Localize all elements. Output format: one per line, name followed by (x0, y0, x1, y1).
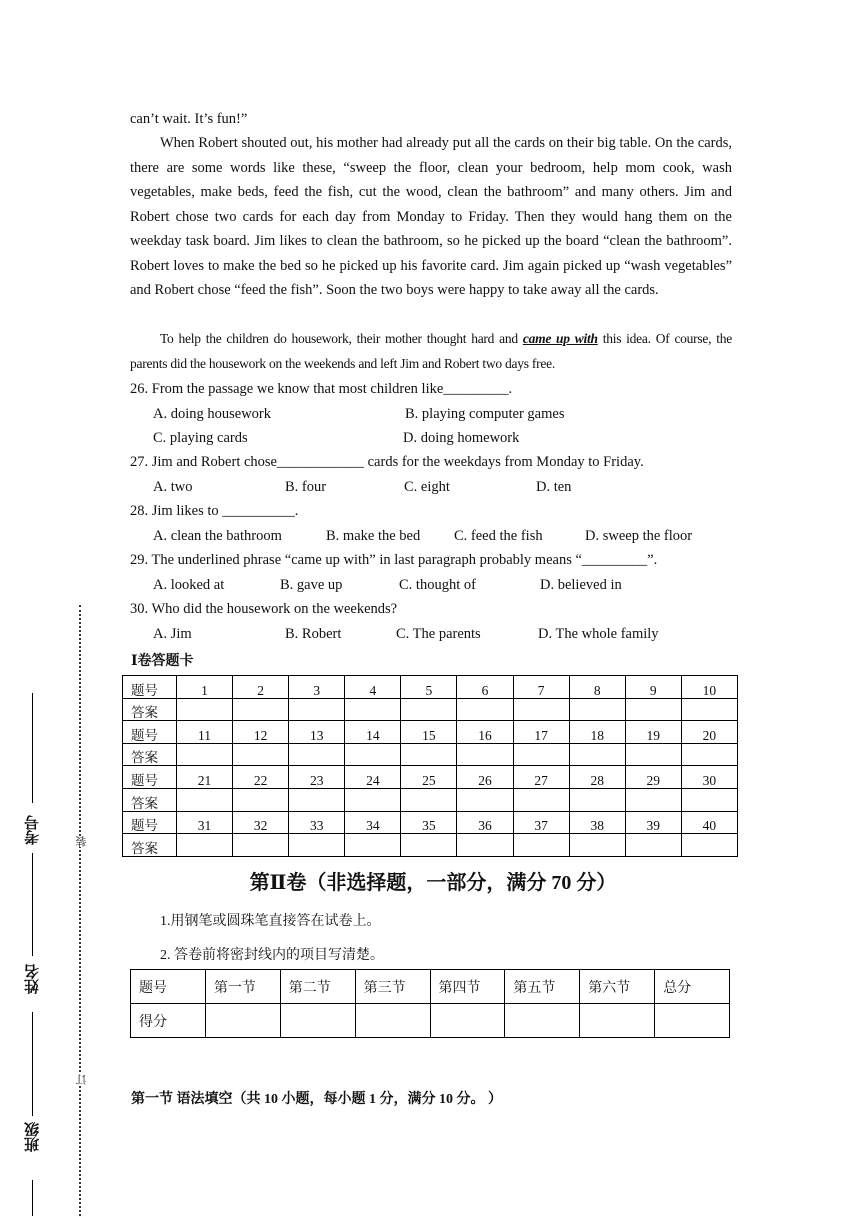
question-number: 15 (401, 721, 457, 744)
answer-cell[interactable] (625, 788, 681, 811)
answer-cell[interactable] (513, 743, 569, 766)
question-number: 18 (569, 721, 625, 744)
answer-cell[interactable] (569, 698, 625, 721)
score-table-score-row (131, 1004, 730, 1038)
passage-paragraph-2 (130, 327, 732, 376)
question-number: 1 (177, 676, 233, 699)
answer-cell[interactable] (569, 788, 625, 811)
question-30-option-b: B. Robert (285, 626, 342, 642)
question-number: 2 (233, 676, 289, 699)
answer-cell[interactable] (513, 834, 569, 857)
answer-card-answer-row (123, 788, 738, 811)
question-number: 38 (569, 811, 625, 834)
answer-cell[interactable] (681, 788, 737, 811)
answer-cell[interactable] (233, 788, 289, 811)
score-header: 第六节 (580, 970, 655, 1004)
answer-cell[interactable] (401, 698, 457, 721)
question-number: 11 (177, 721, 233, 744)
passage-line-0: can’t wait. It’s fun!” (130, 111, 248, 127)
answer-cell[interactable] (401, 743, 457, 766)
section1-title: 第一节 语法填空（共 10 小题，每小题 1 分，满分 10 分。 ） (131, 1092, 502, 1107)
answer-cell[interactable] (345, 743, 401, 766)
underlined-phrase: came up with (522, 331, 598, 346)
question-number: 25 (401, 766, 457, 789)
exam-no-blank-line[interactable] (32, 693, 33, 803)
question-29-option-d: D. believed in (540, 577, 622, 593)
question-number: 9 (625, 676, 681, 699)
score-cell[interactable] (430, 1004, 505, 1038)
blank-line[interactable] (32, 1180, 33, 1216)
answer-card-number-row (123, 676, 738, 699)
question-number: 3 (289, 676, 345, 699)
score-table (130, 969, 730, 1038)
answer-cell[interactable] (457, 743, 513, 766)
answer-cell[interactable] (233, 698, 289, 721)
score-cell[interactable] (655, 1004, 730, 1038)
question-28-stem: 28. Jim likes to __________. (130, 503, 299, 519)
question-number: 27 (513, 766, 569, 789)
seal-line-dotted (79, 605, 81, 1216)
answer-label: 答案 (123, 698, 177, 721)
question-number: 29 (625, 766, 681, 789)
question-number: 35 (401, 811, 457, 834)
answer-card-table (122, 675, 738, 857)
score-table-header-row (131, 970, 730, 1004)
answer-card-number-row (123, 721, 738, 744)
question-number: 26 (457, 766, 513, 789)
question-number: 36 (457, 811, 513, 834)
question-number: 4 (345, 676, 401, 699)
question-number: 6 (457, 676, 513, 699)
answer-cell[interactable] (345, 698, 401, 721)
question-number: 37 (513, 811, 569, 834)
answer-cell[interactable] (345, 788, 401, 811)
question-number: 23 (289, 766, 345, 789)
name-blank-line[interactable] (32, 853, 33, 956)
answer-cell[interactable] (177, 788, 233, 811)
passage-p2-before: To help the children do housework, their mother thought hard and (160, 331, 523, 346)
score-cell[interactable] (205, 1004, 280, 1038)
question-29-option-a: A. looked at (153, 577, 225, 593)
number-label: 题号 (123, 766, 177, 789)
answer-cell[interactable] (289, 698, 345, 721)
question-26-option-c: C. playing cards (153, 430, 248, 446)
question-28-option-c: C. feed the fish (454, 528, 543, 544)
part2-note-2: 2. 答卷前将密封线内的项目写清楚。 (160, 948, 384, 963)
answer-cell[interactable] (681, 834, 737, 857)
question-number: 40 (681, 811, 737, 834)
class-blank-line[interactable] (32, 1012, 33, 1116)
question-number: 14 (345, 721, 401, 744)
answer-cell[interactable] (177, 743, 233, 766)
answer-card-answer-row (123, 834, 738, 857)
score-cell[interactable] (580, 1004, 655, 1038)
question-26-option-b: B. playing computer games (405, 406, 565, 422)
question-28-option-d: D. sweep the floor (585, 528, 693, 544)
question-number: 20 (681, 721, 737, 744)
answer-cell[interactable] (345, 834, 401, 857)
number-label: 题号 (123, 811, 177, 834)
question-27-option-b: B. four (285, 479, 327, 495)
question-30-stem: 30. Who did the housework on the weekends? (130, 601, 398, 617)
question-number: 10 (681, 676, 737, 699)
score-cell[interactable] (355, 1004, 430, 1038)
question-30-option-d: D. The whole family (538, 626, 659, 642)
part2-note-1: 1.用钢笔或圆珠笔直接答在试卷上。 (160, 914, 381, 929)
answer-card-number-row (123, 766, 738, 789)
answer-label: 答案 (123, 743, 177, 766)
seal-mark-zhuang: 装 (76, 836, 88, 847)
number-label: 题号 (123, 721, 177, 744)
answer-card-number-row (123, 811, 738, 834)
answer-cell[interactable] (569, 743, 625, 766)
question-26-option-a: A. doing housework (153, 406, 272, 422)
seal-mark-ding: 订 (76, 1074, 88, 1085)
question-27-stem: 27. Jim and Robert chose____________ cards for the weekdays from Monday to Friday. (130, 454, 644, 470)
question-29-stem: 29. The underlined phrase “came up with” in last paragraph probably means “_________”. (130, 552, 658, 568)
answer-cell[interactable] (233, 743, 289, 766)
question-number: 24 (345, 766, 401, 789)
answer-cell[interactable] (457, 788, 513, 811)
answer-card-answer-row (123, 698, 738, 721)
class-label: 班级 (25, 1122, 41, 1152)
question-number: 31 (177, 811, 233, 834)
question-26-stem: 26. From the passage we know that most children like_________. (130, 381, 513, 397)
score-header: 第五节 (505, 970, 580, 1004)
question-number: 33 (289, 811, 345, 834)
number-label: 题号 (123, 676, 177, 699)
answer-cell[interactable] (177, 834, 233, 857)
question-number: 17 (513, 721, 569, 744)
question-30-option-a: A. Jim (153, 626, 192, 642)
part2-title: 第Ⅱ卷（非选择题，一部分，满分 70 分） (249, 872, 617, 894)
answer-cell[interactable] (625, 743, 681, 766)
question-29-option-b: B. gave up (280, 577, 343, 593)
question-number: 21 (177, 766, 233, 789)
answer-cell[interactable] (681, 743, 737, 766)
question-26-option-d: D. doing homework (403, 430, 520, 446)
question-number: 12 (233, 721, 289, 744)
question-number: 32 (233, 811, 289, 834)
passage-paragraph-1: When Robert shouted out, his mother had already put all the cards on their big table. On the cards, there are some words like these, “sweep the floor, clean your bedroom, help mom cook, wash vegetables, make beds, feed the fish, cut the wood, clean the bathroom” and many others. Jim and Robert chose two cards for each day from Monday to Friday. Then they would hang them on the weekday task board. Jim likes to clean the bathroom, so he picked up the board “clean the bathroom”. Robert loves to make the bed so he picked up his favorite card. Jim again picked up “wash vegetables” and Robert chose “feed the fish”. Soon the two boys were happy to take away all the cards. (130, 135, 732, 298)
question-30-option-c: C. The parents (396, 626, 481, 642)
answer-cell[interactable] (513, 698, 569, 721)
question-number: 28 (569, 766, 625, 789)
name-label: 姓名 (25, 964, 41, 994)
answer-label: 答案 (123, 834, 177, 857)
question-27-option-c: C. eight (404, 479, 450, 495)
answer-cell[interactable] (401, 834, 457, 857)
score-cell[interactable] (505, 1004, 580, 1038)
answer-label: 答案 (123, 788, 177, 811)
score-row-label: 得分 (131, 1004, 206, 1038)
answer-card-title: Ⅰ卷答题卡 (131, 654, 194, 669)
question-28-option-b: B. make the bed (326, 528, 421, 544)
question-27-option-d: D. ten (536, 479, 572, 495)
score-header: 第二节 (280, 970, 355, 1004)
answer-cell[interactable] (457, 834, 513, 857)
question-number: 19 (625, 721, 681, 744)
question-number: 39 (625, 811, 681, 834)
question-number: 34 (345, 811, 401, 834)
score-header: 题号 (131, 970, 206, 1004)
question-number: 16 (457, 721, 513, 744)
answer-cell[interactable] (625, 698, 681, 721)
score-header: 总分 (655, 970, 730, 1004)
question-number: 30 (681, 766, 737, 789)
answer-cell[interactable] (681, 698, 737, 721)
answer-cell[interactable] (625, 834, 681, 857)
question-27-option-a: A. two (153, 479, 193, 495)
score-header: 第一节 (205, 970, 280, 1004)
question-number: 5 (401, 676, 457, 699)
answer-cell[interactable] (569, 834, 625, 857)
question-number: 7 (513, 676, 569, 699)
answer-card-answer-row (123, 743, 738, 766)
question-number: 22 (233, 766, 289, 789)
answer-cell[interactable] (513, 788, 569, 811)
answer-cell[interactable] (233, 834, 289, 857)
score-cell[interactable] (280, 1004, 355, 1038)
answer-cell[interactable] (457, 698, 513, 721)
score-header: 第三节 (355, 970, 430, 1004)
question-29-option-c: C. thought of (399, 577, 476, 593)
answer-cell[interactable] (177, 698, 233, 721)
exam-no-label: 考号 (25, 815, 41, 845)
question-28-option-a: A. clean the bathroom (153, 528, 282, 544)
question-number: 8 (569, 676, 625, 699)
score-header: 第四节 (430, 970, 505, 1004)
question-number: 13 (289, 721, 345, 744)
answer-cell[interactable] (289, 788, 345, 811)
answer-cell[interactable] (289, 834, 345, 857)
answer-cell[interactable] (289, 743, 345, 766)
passage-p2-after: this idea. Of course, the parents did the housework on the weekends and left Jim and Robert two days free. (130, 331, 732, 371)
answer-cell[interactable] (401, 788, 457, 811)
